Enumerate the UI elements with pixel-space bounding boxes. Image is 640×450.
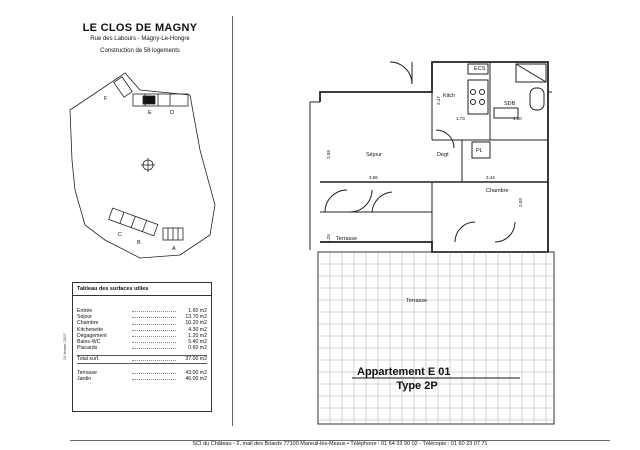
surface-label: Dégagement: [77, 332, 107, 339]
room-kitch: Kitch: [443, 93, 456, 99]
room-degt: Degt: [437, 152, 449, 158]
room-terrasse-small: Terrasse: [336, 236, 358, 242]
site-plan: [70, 73, 215, 258]
site-label-c: C: [118, 232, 122, 238]
surface-value: 1.20 m2: [188, 332, 207, 339]
apartment-title: Appartement E 01: [357, 366, 451, 378]
dim-129: 1.29: [325, 234, 331, 243]
construction-label: Construction de 58 logements: [100, 48, 180, 54]
surface-label: Chambre: [77, 320, 99, 327]
surface-extra-label: Jardin: [77, 375, 92, 382]
surface-value: 5.40 m2: [188, 339, 207, 346]
dim-386: 3.86: [369, 175, 378, 180]
room-sejour: Séjour: [366, 152, 382, 158]
room-sdb: SDB: [504, 101, 516, 107]
site-label-e: E: [148, 110, 152, 116]
dim-303: 3.03: [517, 198, 523, 207]
surfaces-table: [72, 282, 212, 412]
surface-total-value: 37.00 m2: [185, 356, 207, 363]
surface-label: Placards: [77, 345, 98, 352]
surface-extra-value: 43.00 m2: [185, 369, 207, 376]
surface-extra-row: [73, 376, 211, 382]
room-ecs: ECS: [474, 66, 486, 72]
surface-label: Kitchenette: [77, 326, 103, 333]
surface-value: 1.60 m2: [188, 308, 207, 314]
dim-247: 2.47: [435, 96, 441, 105]
room-chambre: Chambre: [486, 188, 509, 194]
surface-value: 10.20 m2: [185, 320, 207, 327]
dim-358: 3.58: [325, 150, 331, 159]
room-terrasse-large: Terrasse: [406, 298, 428, 304]
site-label-f: F: [104, 96, 108, 102]
surface-label: Entrée: [77, 308, 93, 314]
dim-344: 3.44: [486, 175, 495, 180]
footer-contact: SCI du Château - 2, mail des Briards 77100 Mareuil-lès-Meaux • Téléphone : 01 64 33 90 02 - Télécopie : 01 60 23 07 71: [192, 441, 488, 447]
side-date: 24 février 2007: [62, 333, 67, 360]
surface-label: Bains-WC: [77, 339, 101, 346]
terrace-grid: [318, 252, 554, 424]
site-label-d: D: [170, 110, 174, 116]
project-title: LE CLOS DE MAGNY: [82, 22, 198, 34]
surface-value: 4.30 m2: [188, 326, 207, 333]
floor-plan: [310, 62, 552, 252]
surface-total-label: Total surf.: [77, 356, 100, 363]
surface-label: Séjour: [77, 314, 92, 321]
surface-value: 0.60 m2: [188, 345, 207, 352]
site-label-a: A: [172, 246, 176, 252]
site-label-b: B: [137, 240, 141, 246]
dim-160: 1.60: [513, 116, 522, 121]
project-address: Rue des Labours - Magny-Le-Hongre: [90, 36, 190, 42]
dim-173: 1.73: [456, 116, 465, 121]
surface-extra-value: 46.00 m2: [185, 375, 207, 382]
apartment-type: Type 2P: [396, 380, 438, 392]
surfaces-title: Tableau des surfaces utiles: [73, 283, 211, 296]
surface-extra-label: Terrasse: [77, 369, 97, 376]
room-pl: PL: [476, 148, 483, 154]
surface-value: 13.70 m2: [185, 314, 207, 321]
